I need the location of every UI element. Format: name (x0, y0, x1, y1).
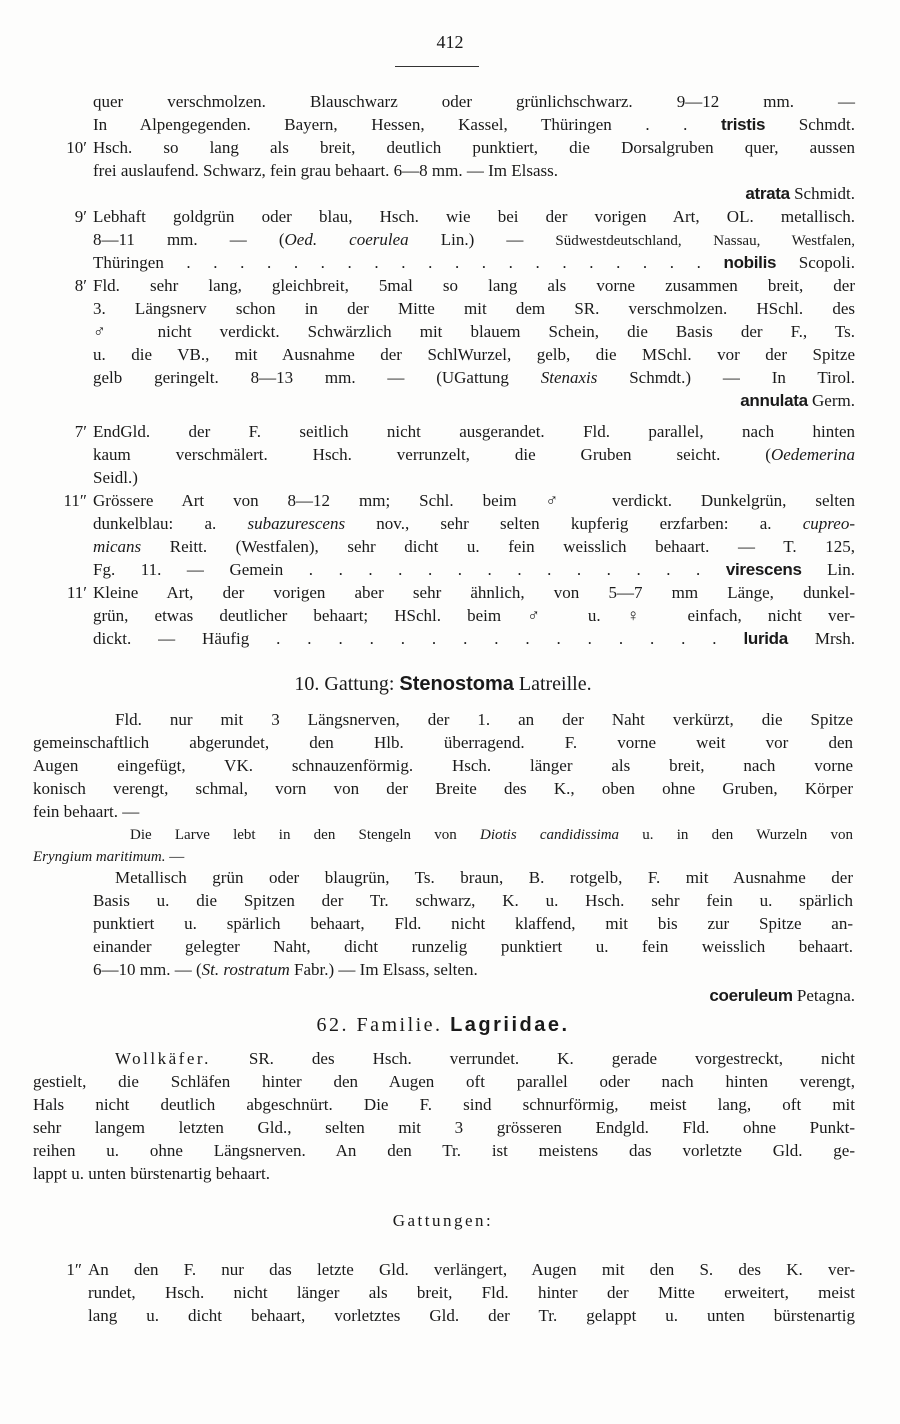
family-name: Lagriidae. (450, 1014, 570, 1036)
italic-text: Diotis candidissima (479, 827, 620, 843)
text-segment: EndGld. der F. seitlich nicht ausgerandet. Fld. parallel, nach hinten (93, 422, 855, 441)
text-line (93, 581, 855, 604)
text-segment: 3. Längsnerv schon in der Mitte mit dem SR. verschmolzen. HSchl. des (93, 299, 855, 318)
italic-text: St. rostratum (201, 960, 290, 979)
text-line (33, 1209, 853, 1232)
text-line (115, 866, 853, 889)
text-line (33, 1014, 853, 1037)
text-segment: 62. Familie. (316, 1014, 451, 1036)
key-couplet-number: 1″ (66, 1260, 82, 1279)
text-segment: Fld. sehr lang, gleichbreit, 5mal so lang als vorne zusammen breit, der (93, 276, 855, 295)
text-segment: Lebhaft goldgrün oder blau, Hsch. wie bei der vorigen Art, OL. metallisch. (93, 207, 855, 226)
text-line (93, 984, 855, 1007)
text-segment: SR. des Hsch. verrundet. K. gerade vorgestreckt, nicht (210, 1049, 855, 1068)
text-segment: u. in den Wurzeln von (619, 827, 853, 843)
species-name: coeruleum (709, 986, 793, 1005)
text-segment: nov., sehr selten kupferig erzfarben: a. (345, 514, 803, 533)
text-line (33, 673, 853, 696)
text-line (93, 159, 855, 182)
text-segment: Basis u. die Spitzen der Tr. schwarz, K. u. Hsch. sehr fein u. spärlich (93, 891, 853, 910)
text-segment: sehr langem letzten Gld., selten mit 3 grösseren Endgld. Fld. ohne Punkt- (33, 1118, 855, 1137)
text-segment: Germ. (807, 391, 855, 410)
text-segment: u. die VB., mit Ausnahme der SchlWurzel, gelb, die MSchl. vor der Spitze (93, 345, 855, 364)
text-line (93, 320, 855, 343)
text-line (93, 489, 855, 512)
text-line (115, 1047, 855, 1070)
text-segment: Grössere Art von 8—12 mm; Schl. beim ♂ verdickt. Dunkelgrün, selten (93, 491, 855, 510)
text-segment: Reitt. (Westfalen), sehr dicht u. fein weisslich behaart. — T. 125, (141, 537, 855, 556)
text-line (93, 205, 855, 228)
key-couplet-number: 11′ (66, 583, 87, 602)
text-segment: Fg. 11. — Gemein . . . . . . . . . . . . . . (93, 560, 726, 579)
italic-text: Eryngium maritimum. (33, 849, 166, 865)
key-couplet-number: 10′ (66, 138, 87, 157)
text-segment: gestielt, die Schläfen hinter den Augen oft parallel oder nach hinten verengt, (33, 1072, 855, 1091)
text-segment: 10. Gattung: (294, 673, 400, 695)
text-segment: rundet, Hsch. nicht länger als breit, Fld. hinter der Mitte erweitert, meist (88, 1283, 855, 1302)
text-segment: gelb geringelt. 8—13 mm. — (UGattung (93, 368, 541, 387)
text-segment: Petagna. (792, 986, 855, 1005)
text-line (33, 844, 853, 867)
text-line (93, 274, 855, 297)
text-segment: Seidl.) (93, 468, 138, 487)
text-line (93, 512, 855, 535)
species-name: lurida (743, 629, 788, 648)
text-segment: lappt u. unten bürstenartig behaart. (33, 1164, 270, 1183)
text-line (93, 889, 853, 912)
text-line (88, 1304, 855, 1327)
genus-name: Stenostoma (399, 673, 514, 695)
text-line (33, 754, 853, 777)
text-line (88, 1281, 855, 1304)
text-line (93, 297, 855, 320)
text-line (93, 466, 855, 489)
text-line (33, 777, 853, 800)
text-segment: 8—11 mm. — ( (93, 230, 285, 249)
text-line (93, 912, 853, 935)
text-line (93, 535, 855, 558)
text-segment: Thüringen . . . . . . . . . . . . . . . . . . . . (93, 253, 724, 272)
text-segment: Hals nicht deutlich abgeschnürt. Die F. sind schnurförmig, meist lang, oft mit (33, 1095, 855, 1114)
key-couplet-number: 11″ (63, 491, 87, 510)
text-segment: lang u. dicht behaart, vorletztes Gld. der Tr. gelappt u. unten bürstenartig (88, 1306, 855, 1325)
text-segment: Hsch. so lang als breit, deutlich punktiert, die Dorsalgruben quer, aussen (93, 138, 855, 157)
text-line (93, 558, 855, 581)
text-segment: einander gelegter Naht, dicht runzelig punktiert u. fein weisslich behaart. (93, 937, 853, 956)
text-segment: Mrsh. (787, 629, 855, 648)
text-segment: In Alpengegenden. Bayern, Hessen, Kassel, Thüringen . . (93, 115, 722, 134)
text-segment: Schmidt. (789, 184, 855, 203)
text-segment: punktiert u. spärlich behaart, Fld. nicht klaffend, mit bis zur Spitze an- (93, 914, 853, 933)
species-name: virescens (725, 560, 802, 579)
text-segment: 6—10 mm. — ( (93, 960, 202, 979)
text-segment: Gattungen: (392, 1211, 494, 1230)
text-segment: kaum verschmälert. Hsch. verrunzelt, die Gruben seicht. ( (93, 445, 771, 464)
text-segment: Kleine Art, der vorigen aber sehr ähnlich, von 5—7 mm Länge, dunkel- (93, 583, 855, 602)
text-segment: ♂ nicht verdickt. Schwärzlich mit blauem Schein, die Basis der F., Ts. (93, 322, 855, 341)
text-segment: frei auslaufend. Schwarz, fein grau behaart. 6—8 mm. — Im Elsass. (93, 161, 558, 180)
text-line (93, 366, 855, 389)
species-name: atrata (745, 184, 790, 203)
text-line (93, 90, 855, 113)
italic-text: cupreo- (802, 514, 855, 533)
text-segment: dickt. — Häufig . . . . . . . . . . . . . . . (93, 629, 744, 648)
text-segment: reihen u. ohne Längsnerven. An den Tr. ist meistens das vorletzte Gld. ge- (33, 1141, 855, 1160)
species-name: nobilis (723, 253, 777, 272)
species-name: tristis (721, 115, 766, 134)
italic-text: subazurescens (247, 514, 346, 533)
text-line (93, 443, 855, 466)
text-line (93, 228, 855, 251)
text-line (33, 1162, 855, 1185)
text-line (93, 113, 855, 136)
text-segment: dunkelblau: a. (93, 514, 248, 533)
text-line (93, 420, 855, 443)
text-segment: Scopoli. (776, 253, 855, 272)
text-line (93, 958, 853, 981)
italic-text: Oedemerina (770, 445, 855, 464)
text-line (33, 731, 853, 754)
text-segment: — (165, 849, 185, 865)
text-line (115, 708, 853, 731)
text-line (88, 1258, 855, 1281)
key-couplet-number: 9′ (74, 207, 87, 226)
text-line (93, 182, 855, 205)
italic-text: Stenaxis (540, 368, 598, 387)
text-line (93, 136, 855, 159)
text-segment: grün, etwas deutlicher behaart; HSchl. beim ♂ u. ♀ einfach, nicht ver- (93, 606, 855, 625)
text-line (33, 1116, 855, 1139)
italic-text: micans (93, 537, 142, 556)
text-segment: Metallisch grün oder blaugrün, Ts. braun, B. rotgelb, F. mit Ausnahme der (115, 868, 853, 887)
text-segment: Fld. nur mit 3 Längsnerven, der 1. an der Naht verkürzt, die Spitze (115, 710, 853, 729)
text-line (130, 822, 853, 845)
text-segment: Wollkäfer. (115, 1049, 211, 1068)
text-line (93, 389, 855, 412)
text-segment: Schmdt. (765, 115, 855, 134)
text-segment: An den F. nur das letzte Gld. verlängert, Augen mit den S. des K. ver- (88, 1260, 855, 1279)
text-segment: Südwestdeutschland, Nassau, Westfalen, (555, 233, 855, 249)
text-line (33, 800, 853, 823)
text-line (93, 604, 855, 627)
text-line (93, 251, 855, 274)
text-segment: Die Larve lebt in den Stengeln von (130, 827, 480, 843)
text-line (93, 935, 853, 958)
italic-text: Oed. coerulea (284, 230, 409, 249)
text-segment: fein behaart. — (33, 802, 140, 821)
text-segment: quer verschmolzen. Blauschwarz oder grünlichschwarz. 9—12 mm. — (93, 92, 855, 111)
page-number: 412 (436, 32, 464, 52)
text-segment: konisch verengt, schmal, vorn von der Breite des K., oben ohne Gruben, Körper (33, 779, 853, 798)
text-segment: Fabr.) — Im Elsass, selten. (289, 960, 478, 979)
text-line (93, 343, 855, 366)
header-rule (395, 66, 479, 67)
text-segment: Latreille. (513, 673, 592, 695)
text-segment: gemeinschaftlich abgerundet, den Hlb. überragend. F. vorne weit vor den (33, 733, 853, 752)
text-segment: Augen eingefügt, VK. schnauzenförmig. Hsch. länger als breit, nach vorne (33, 756, 853, 775)
text-segment: Lin. (801, 560, 856, 579)
text-line (33, 1139, 855, 1162)
text-line (33, 1093, 855, 1116)
text-line (33, 1070, 855, 1093)
text-line (93, 627, 855, 650)
text-segment: Lin.) — (408, 230, 556, 249)
text-segment: Schmdt.) — In Tirol. (597, 368, 856, 387)
key-couplet-number: 7′ (74, 422, 87, 441)
species-name: annulata (740, 391, 808, 410)
key-couplet-number: 8′ (74, 276, 87, 295)
